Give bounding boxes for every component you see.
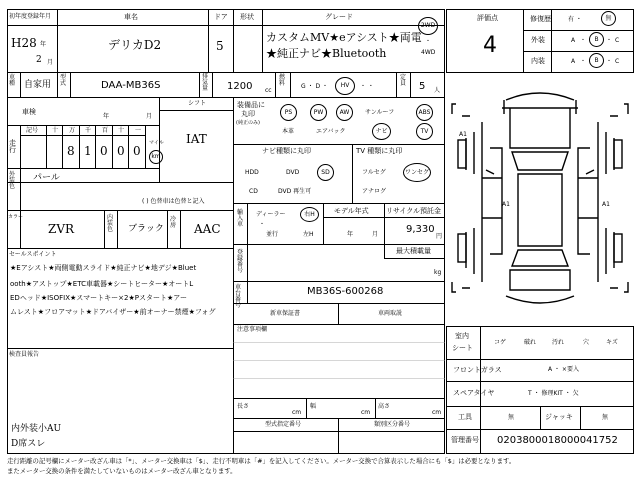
capacity-label: 定員 [400,74,407,87]
equip-sunroof: サンルーフ [365,109,395,116]
damage-mark: A1 [459,131,467,138]
tv-analog: アナログ [362,188,387,195]
import-dot: ・ [259,221,266,228]
dim-cm: cm [432,409,442,416]
navi-dvd-play: DVD 再生可 [278,188,312,195]
grade-dot: ・ [580,58,587,65]
max-load-label: 最大積載量 [396,247,431,255]
equipment-label: (純正のみ) [236,120,260,126]
first-reg-label: 初年度登録年月 [9,13,52,20]
warranty-new: 新車保証書 [270,310,301,317]
equip-pw-circle: PW [310,104,327,121]
ac-value: AAC [194,222,221,236]
grade-line1: カスタムMV★eアシスト★両電 [266,31,422,44]
management-value: 0203800018000041752 [497,435,618,446]
sales-point-line: ooth★アストップ★ETC車載器★シートヒーター★オートL [10,280,194,288]
sales-point-line: EDヘッド★ISOFIX★スマートキー×2★Pスタート★アー [10,294,188,302]
capacity-value: 5 [419,81,426,92]
designation-model: 型式指定番号 [265,421,302,428]
damage-mark: A1 [502,201,510,208]
grade-dot: ・ [580,37,587,44]
seat-label: シート [452,344,473,352]
exterior-grade-opt: C [615,37,620,44]
grade-dot: ・ [606,58,613,65]
equipment-label: 丸印 [241,110,255,118]
ac-label: 冷房 [170,216,177,229]
warranty-history: 車両取説 [378,310,403,317]
inspection-year: 年 [103,113,110,120]
grade-line2: ★純正ナビ★Bluetooth [266,47,387,60]
exterior-grade-label: 外装 [531,36,545,44]
equip-navi-circle: ナビ [372,123,391,140]
drive-4wd: 4WD [421,49,436,56]
interior-grade-opt: A [571,58,576,65]
dim-length: 長さ [237,403,250,410]
cc-unit: cc [265,87,272,94]
repair-yes: 有 ・ [568,16,582,23]
dim-height: 高さ [378,403,391,410]
sales-point-line: ★Eアシスト★両側電動スライド★純正ナビ★地デジ★Bluet [10,264,197,272]
drive-2wd-circle: 2WD [418,17,438,35]
mileage-digit: 0 [117,144,125,158]
mileage-digit: 8 [67,144,75,158]
mileage-header-4: 百 [102,127,109,134]
dim-width: 幅 [310,403,317,410]
navi-hdd: HDD [245,169,259,176]
tools-value: 無 [508,414,515,421]
dim-cm: cm [361,409,371,416]
exterior-note: ( ) 色替車は色替と記入 [142,198,205,205]
interior-color-label: 内装色 [107,214,114,233]
seat-opt: 汚れ [552,339,565,346]
capacity-unit: 人 [434,87,441,94]
import-right-circle: 右H [300,207,319,222]
mileage-header-0: 記号 [26,127,39,134]
equip-ps-circle: PS [280,104,297,121]
model-year-month: 月 [372,231,379,238]
door-label: ドア [214,13,228,21]
score-value: 4 [483,33,497,58]
year-unit: 年 [40,41,47,48]
mileage-header-3: 千 [85,127,92,134]
dim-cm: cm [292,409,302,416]
inspection-month: 月 [146,113,153,120]
interior-grade-label: 内装 [531,57,545,65]
jack-value: 無 [602,414,609,421]
seat-opt: 穴 [583,339,590,346]
inspector-label: 検査員報告 [9,351,40,358]
navi-dvd: DVD [286,169,300,176]
seat-opt: 破れ [524,339,537,346]
car-name-label: 車名 [124,13,138,21]
footer-note: 走行距離の記号欄にメーター改ざん車は「*」、メーター交換車は「$」、走行不明車は「#」を記入してください。メーター交換で合算表示した場合にも「$」は必要となります。 [7,457,516,465]
equip-tv-circle: TV [416,123,433,140]
mileage-digit: 0 [133,144,141,158]
color-value: ZVR [48,222,75,236]
jack-label: ジャッキ [545,413,573,421]
exterior-grade-opt: A [571,37,576,44]
equip-airbag: エアバック [316,128,346,135]
tv-oneseg-circle: ワンセグ [403,163,431,182]
month-unit: 月 [47,59,54,66]
import-label: 輸入車 [237,209,244,228]
repair-no-circle: 無 [601,11,616,26]
seat-opt: キズ [606,339,618,346]
use-label: 車種 [9,74,16,87]
spare-value: T ・ 修理KIT ・ 欠 [528,390,579,397]
mileage-digit: 1 [84,144,92,158]
shape-label: 形状 [240,13,254,21]
equip-leather: 本革 [282,128,295,135]
model-year-year: 年 [347,231,354,238]
tools-label: 工具 [458,413,472,421]
seat-opt: コゲ [494,339,507,346]
seat-label: 室内 [455,332,469,340]
management-label: 管理番号 [451,436,479,444]
sales-point-line: ムレスト★フロアマット★ドアバイザー★前オーナー禁煙★フォグ [10,308,216,316]
chassis-label: 車台番号 [235,284,242,309]
interior-grade-opt: C [615,58,620,65]
import-parallel: 並行 [266,231,279,238]
repair-label: 修復歴 [530,15,551,23]
displacement-label: 排気量 [202,73,209,92]
recycle-label: リサイクル預託金 [386,207,442,215]
drive-dot: ・ [425,38,432,45]
navi-sd-circle: SD [317,164,334,181]
recycle-value: 9,330 [406,224,435,235]
equip-aw-circle: AW [336,104,353,121]
grade-label: グレード [325,13,353,21]
tv-type-label: TV 種類に丸印 [356,147,403,155]
inspector-note: 内外装小AU [11,424,62,434]
tv-fullseg: フルセグ [362,169,386,176]
import-left: 左H [303,231,314,238]
equipment-label: 装備品に [237,101,265,109]
glass-label: フロントガラス [453,366,502,374]
spare-label: スペアタイヤ [453,389,495,397]
fuel-rest: ・ ・ [360,83,374,90]
mileage-header-5: 十 [118,127,125,134]
sales-point-label: セールスポイント [9,251,57,258]
score-label: 評価点 [477,14,498,22]
model-label: 型式 [60,74,67,87]
import-dealer: ディーラー [256,211,286,218]
exterior-value: パール [33,173,60,183]
mileage-digit: 0 [100,144,108,158]
recycle-unit: 円 [436,233,443,240]
first-reg-era: H28 [11,36,37,50]
model-value: DAA-MB36S [101,80,161,91]
notes-label: 注意事項欄 [237,326,268,333]
inspector-note: D席スレ [11,439,46,449]
fuel-hv-circle: HV [335,77,355,95]
interior-grade-b-circle: B [589,53,604,68]
designation-category: 類別区分番号 [374,421,411,428]
chassis-value: MB36S-600268 [307,286,384,297]
fuel-options: G ・ D ・ [301,83,328,90]
navi-type-label: ナビ種類に丸印 [262,147,311,155]
km-circle: km [149,150,163,164]
shift-value: IAT [186,132,207,146]
mileage-header-2: 万 [69,127,76,134]
car-damage-diagram [446,78,634,320]
grade-dot: ・ [606,37,613,44]
displacement-value: 1200 [227,81,253,92]
glass-value: A ・ ×要入 [548,366,579,373]
first-reg-month: 2 [36,55,42,65]
mileage-header-1: 十 [52,127,59,134]
use-value: 自家用 [24,80,52,90]
color-label: カラー [8,214,24,220]
inspection-label: 車検 [22,108,36,116]
interior-color-value: ブラック [128,224,164,234]
damage-mark: A1 [602,201,610,208]
mileage-label: 走行 [9,139,16,154]
exterior-label: 外装色 [9,171,16,190]
doors-value: 5 [216,39,224,53]
max-load-unit: kg [434,269,442,276]
car-name-value: デリカD2 [108,38,162,52]
footer-note: またメーター交換の条件を満たしていないものはメーター改ざん車となります。 [7,467,237,475]
mileage-header-6: 一 [135,127,142,134]
fuel-label: 燃料 [279,74,286,87]
mile-label: マイル [149,140,164,146]
shift-label: シフト [188,100,207,107]
exterior-grade-b-circle: B [589,32,604,47]
registration-label: 登録番号 [237,249,244,274]
equip-abs-circle: ABS [416,104,433,121]
navi-cd: CD [249,188,258,195]
model-year-label: モデル年式 [334,207,369,215]
